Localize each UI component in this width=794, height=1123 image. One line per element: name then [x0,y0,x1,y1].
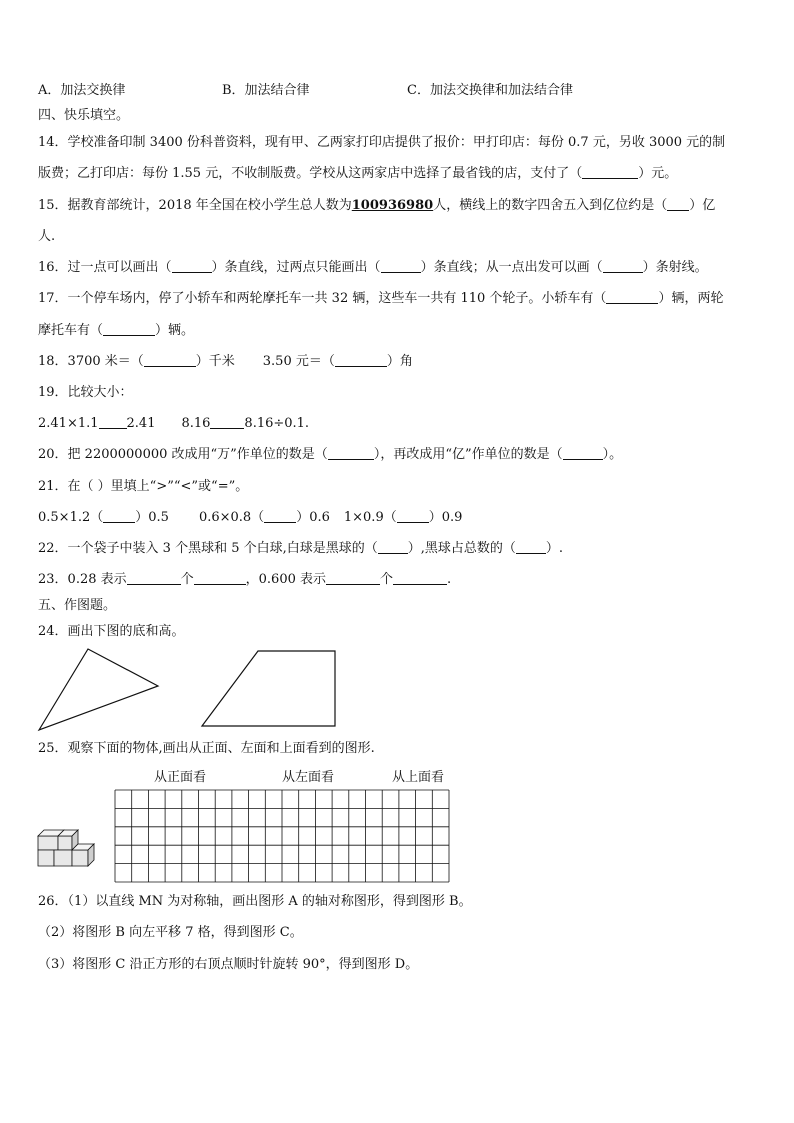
q13-options [38,82,125,100]
drawing-grid[interactable] [113,788,451,884]
q15-text-b: 人，横线上的数字四舍五入到亿位约是（ [433,198,668,213]
q23-text-c: ，0.600 表示 [245,572,326,587]
q23-text-a: 23．0.28 表示 [38,572,127,587]
q21-c-left: 1×0.9（ [343,510,397,525]
q16-blank-3[interactable] [603,259,643,273]
q21-c-right: ）0.9 [428,510,463,525]
q19-blank-1[interactable] [99,415,127,429]
cube-stack-figure [36,826,96,870]
triangle-shape [39,649,158,730]
caption-front-view: 从正面看 [154,770,207,785]
q18-text-b: ）千米 [195,354,235,369]
q14-answer-blank[interactable] [582,165,638,179]
option-a: A．加法交换律 [38,83,126,98]
q15-number: 100936980 [351,198,434,213]
q19-expr-d: 8.16÷0.1. [244,416,310,431]
q17-blank-1[interactable] [606,290,658,304]
q24-title: 24．画出下图的底和高。 [38,624,185,639]
grid-lines [115,790,449,882]
q21-blank-2[interactable] [264,509,296,523]
q17-blank-2[interactable] [103,322,155,336]
q22-text-c: ）. [545,541,564,556]
q15-answer-blank[interactable] [667,197,689,211]
q19-expr-c: 8.16 [181,416,211,431]
q17-text-a: 17．一个停车场内，停了小轿车和两轮摩托车一共 32 辆，这些车一共有 110 个轮子。小轿车有（ [38,291,607,306]
q14-line1: 14．学校准备印制 3400 份科普资料，现有甲、乙两家打印店提供了报价：甲打印店：每份 0.7 元，另收 3000 元的制 [38,135,726,150]
section-5-heading: 五、作图题。 [38,598,117,613]
q19-compare [38,415,309,433]
q17-line1 [38,290,723,308]
option-c: C．加法交换律和加法结合律 [407,83,573,98]
q18-blank-1[interactable] [144,353,196,367]
q21-b-right: ）0.6 [296,510,330,525]
q21-a-right: ）0.5 [135,510,169,525]
q18-line [38,353,413,371]
q20-blank-2[interactable] [563,446,603,460]
q18-blank-2[interactable] [335,353,387,367]
q23-blank-3[interactable] [326,571,380,585]
option-b: B．加法结合律 [222,83,310,98]
q18-text-d: ）角 [386,354,413,369]
option-c-wrap [407,82,573,100]
q23-line [38,571,451,589]
q19-expr-b: 2.41 [126,416,156,431]
q26-line1: 26．（1）以直线 MN 为对称轴，画出图形 A 的轴对称图形，得到图形 B。 [38,894,472,909]
q16-text-a: 16．过一点可以画出（ [38,260,172,275]
q14-unit: ）元。 [638,166,678,181]
q16-blank-1[interactable] [172,259,212,273]
q20-text-a: 20．把 2200000000 改成用“万”作单位的数是（ [38,447,328,462]
option-b-wrap [222,82,310,100]
q16-text-d: ）条射线。 [642,260,708,275]
q23-text-e: . [447,572,452,587]
trapezoid-shape [202,651,335,726]
caption-top-view: 从上面看 [392,770,445,785]
triangle-figure [36,646,166,734]
trapezoid-figure [198,648,340,730]
section-4-heading: 四、快乐填空。 [38,108,130,123]
q22-text-a: 22．一个袋子中装入 3 个黑球和 5 个白球,白球是黑球的（ [38,541,378,556]
q21-b-left: 0.6×0.8（ [198,510,265,525]
q23-text-d: 个 [380,572,394,587]
caption-left-view: 从左面看 [282,770,335,785]
q23-blank-1[interactable] [127,571,181,585]
q21-a-left: 0.5×1.2（ [38,510,104,525]
q16-text-b: ）条直线，过两点只能画出（ [211,260,381,275]
q18-text-c: 3.50 元＝（ [262,354,335,369]
q19-blank-2[interactable] [210,415,244,429]
q23-blank-2[interactable] [194,571,246,585]
q14-line2 [38,165,677,183]
q17-text-c: 摩托车有（ [38,323,104,338]
q21-title: 21．在（ ）里填上“>”“<”或“=”。 [38,479,249,494]
q20-blank-1[interactable] [328,446,374,460]
q23-text-b: 个 [180,572,194,587]
q15-text-c: ）亿 [689,198,716,213]
q25-title: 25．观察下面的物体,画出从正面、左面和上面看到的图形. [38,741,375,756]
q22-blank-2[interactable] [516,540,546,554]
q20-line [38,446,622,464]
q20-text-c: ）。 [602,447,623,462]
q22-text-b: ）,黑球占总数的（ [407,541,516,556]
q15-line1 [38,197,715,215]
q17-text-b: ）辆，两轮 [658,291,724,306]
q19-expr-a: 2.41×1.1 [38,416,99,431]
q15-line2: 人. [38,229,56,244]
q22-blank-1[interactable] [378,540,408,554]
q23-blank-4[interactable] [393,571,447,585]
q17-text-d: ）辆。 [155,323,195,338]
q16-blank-2[interactable] [381,259,421,273]
q16-text-c: ）条直线；从一点出发可以画（ [420,260,603,275]
q21-blank-1[interactable] [103,509,135,523]
q14-text: 版费；乙打印店：每份 1.55 元，不收制版费。学校从这两家店中选择了最省钱的店，支付了（ [38,166,583,181]
q22-line [38,540,563,558]
q20-text-b: ），再改成用“亿”作单位的数是（ [373,447,563,462]
q21-blank-3[interactable] [397,509,429,523]
q18-text-a: 18．3700 米＝（ [38,354,144,369]
q16-line [38,259,708,277]
q26-line2: （2）将图形 B 向左平移 7 格，得到图形 C。 [38,925,303,940]
q26-line3: （3）将图形 C 沿正方形的右顶点顺时针旋转 90°，得到图形 D。 [38,957,419,972]
q21-items [38,509,462,527]
q15-text: 15．据教育部统计，2018 年全国在校小学生总人数为 [38,198,352,213]
q17-line2 [38,322,194,340]
q19-title: 19．比较大小： [38,385,133,400]
